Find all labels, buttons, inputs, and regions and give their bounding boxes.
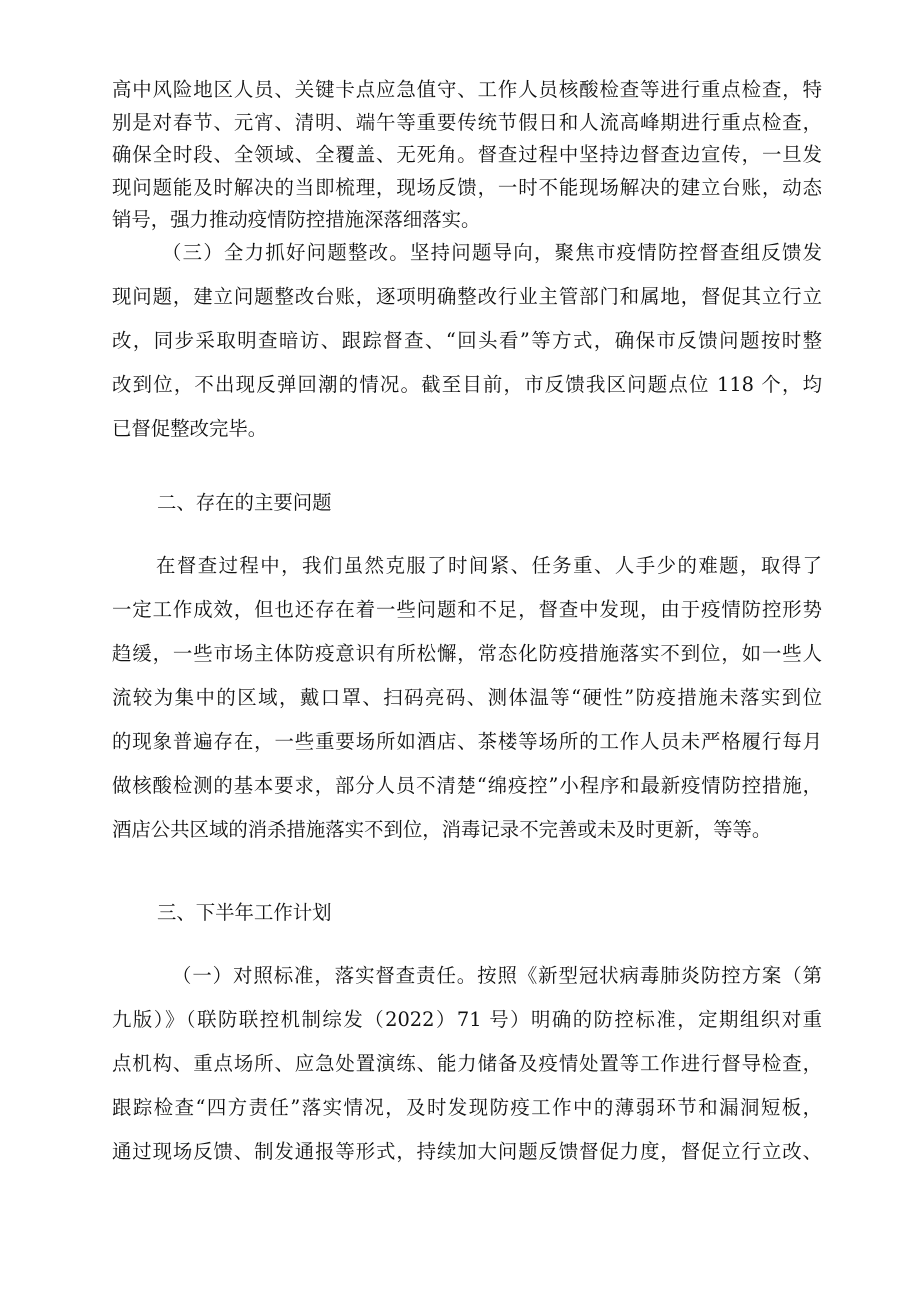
text-line: 的现象普遍存在，一些重要场所如酒店、茶楼等场所的工作人员未严格履行每月: [112, 730, 822, 753]
text-line: 酒店公共区域的消杀措施落实不到位，消毒记录不完善或未及时更新，等等。: [112, 818, 772, 841]
text-line: 九版）》（联防联控机制综发（2022）71 号）明确的防控标准，定期组织对重: [112, 1008, 822, 1031]
text-line: 在督查过程中，我们虽然克服了时间紧、任务重、人手少的难题，取得了: [156, 554, 822, 577]
section-heading-plan: 三、下半年工作计划: [157, 901, 332, 924]
paragraph-plan-standards: [112, 954, 822, 1174]
text-line: 跟踪检查“四方责任”落实情况，及时发现防疫工作中的薄弱环节和漏洞短板，: [112, 1096, 822, 1119]
text-line: 通过现场反馈、制发通报等形式，持续加大问题反馈督促力度，督促立行立改、: [112, 1140, 822, 1163]
section-heading-problems: 二、存在的主要问题: [157, 491, 332, 514]
paragraph-rectification: [112, 231, 822, 451]
text-line: 别是对春节、元宵、清明、端午等重要传统节假日和人流高峰期进行重点检查，: [112, 110, 822, 134]
text-line: 高中风险地区人员、关键卡点应急值守、工作人员核酸检查等进行重点检查，特: [112, 78, 822, 101]
text-line: 改，同步采取明查暗访、跟踪督查、“回头看”等方式，确保市反馈问题按时整: [112, 329, 822, 352]
text-line: 趋缓，一些市场主体防疫意识有所松懈，常态化防疫措施落实不到位，如一些人: [112, 642, 822, 665]
text-line: 流较为集中的区域，戴口罩、扫码亮码、测体温等“硬性”防疫措施未落实到位: [112, 686, 822, 709]
text-line: 点机构、重点场所、应急处置演练、能力储备及疫情处置等工作进行督导检查，: [112, 1052, 822, 1075]
text-line: 现问题能及时解决的当即梳理，现场反馈，一时不能现场解决的建立台账，动态: [112, 175, 822, 199]
paragraph-inspection-scope: [112, 74, 822, 237]
text-line: （三）全力抓好问题整改。坚持问题导向，聚焦市疫情防控督查组反馈发: [162, 241, 822, 264]
text-line: 改到位，不出现反弹回潮的情况。截至目前，市反馈我区问题点位 118 个，均: [112, 373, 822, 396]
paragraph-problems: [112, 544, 822, 852]
text-line: 销号，强力推动疫情防控措施深落细落实。: [112, 208, 481, 231]
text-line: 确保全时段、全领域、全覆盖、无死角。督查过程中坚持边督查边宣传，一旦发: [112, 143, 822, 166]
text-line: 一定工作成效，但也还存在着一些问题和不足，督查中发现，由于疫情防控形势: [112, 598, 822, 621]
text-line: 做核酸检测的基本要求，部分人员不清楚“绵疫控”小程序和最新疫情防控措施，: [112, 774, 822, 797]
text-line: 已督促整改完毕。: [112, 417, 268, 440]
text-line: 现问题，建立问题整改台账，逐项明确整改行业主管部门和属地，督促其立行立: [112, 285, 822, 308]
text-line: （一）对照标准，落实督查责任。按照《新型冠状病毒肺炎防控方案（第: [172, 964, 822, 987]
